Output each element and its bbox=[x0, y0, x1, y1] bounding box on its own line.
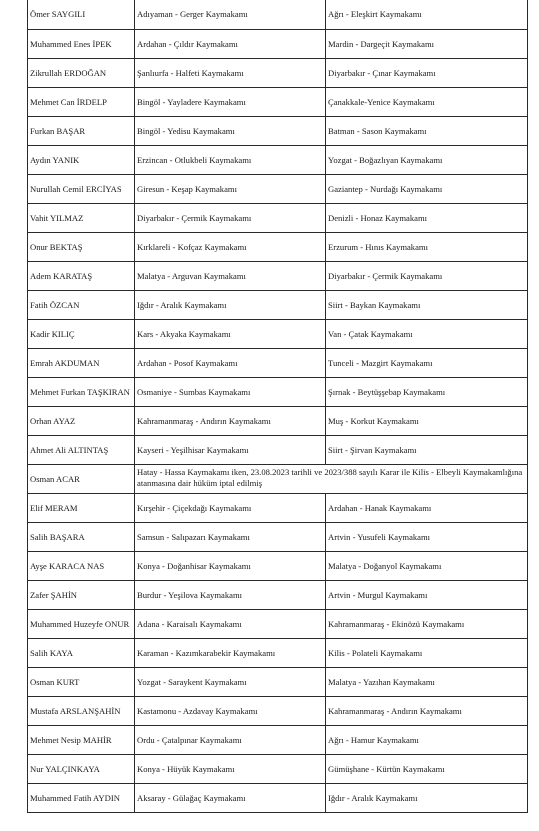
new-post-cell: Artvin - Yusufeli Kaymakamı bbox=[326, 522, 528, 551]
current-post-cell: Konya - Doğanhisar Kaymakamı bbox=[135, 551, 326, 580]
new-post-cell: Denizli - Honaz Kaymakamı bbox=[326, 203, 528, 232]
current-post-cell: Osmaniye - Sumbas Kaymakamı bbox=[135, 377, 326, 406]
person-name-cell: Mehmet Can İRDELP bbox=[28, 87, 135, 116]
table-row bbox=[28, 435, 528, 464]
current-post-cell: Yozgat - Saraykent Kaymakamı bbox=[135, 667, 326, 696]
new-post-cell: Van - Çatak Kaymakamı bbox=[326, 319, 528, 348]
person-name-cell: Nurullah Cemil ERCİYAS bbox=[28, 174, 135, 203]
current-post-cell: Diyarbakır - Çermik Kaymakamı bbox=[135, 203, 326, 232]
new-post-cell: Çanakkale-Yenice Kaymakamı bbox=[326, 87, 528, 116]
appointment-table-body bbox=[28, 0, 528, 812]
current-post-cell: Kayseri - Yeşilhisar Kaymakamı bbox=[135, 435, 326, 464]
current-post-cell: Kahramanmaraş - Andırın Kaymakamı bbox=[135, 406, 326, 435]
current-post-cell: Şanlıurfa - Halfeti Kaymakamı bbox=[135, 58, 326, 87]
new-post-cell: Ağrı - Hamur Kaymakamı bbox=[326, 725, 528, 754]
person-name-cell: Mehmet Nesip MAHİR bbox=[28, 725, 135, 754]
current-post-cell: Ordu - Çatalpınar Kaymakamı bbox=[135, 725, 326, 754]
table-row bbox=[28, 58, 528, 87]
new-post-cell: Kahramanmaraş - Ekinözü Kaymakamı bbox=[326, 609, 528, 638]
table-row bbox=[28, 174, 528, 203]
person-name-cell: Osman KURT bbox=[28, 667, 135, 696]
person-name-cell: Furkan BAŞAR bbox=[28, 116, 135, 145]
person-name-cell: Ömer SAYGILI bbox=[28, 0, 135, 29]
table-row bbox=[28, 406, 528, 435]
appointment-table bbox=[27, 0, 528, 813]
person-name-cell: Ayşe KARACA NAS bbox=[28, 551, 135, 580]
new-post-cell: Malatya - Doğanyol Kaymakamı bbox=[326, 551, 528, 580]
current-post-cell: Ardahan - Çıldır Kaymakamı bbox=[135, 29, 326, 58]
table-row bbox=[28, 116, 528, 145]
new-post-cell: Erzurum - Hınıs Kaymakamı bbox=[326, 232, 528, 261]
current-post-cell: Kırklareli - Kofçaz Kaymakamı bbox=[135, 232, 326, 261]
person-name-cell: Vahit YILMAZ bbox=[28, 203, 135, 232]
current-post-cell: Karaman - Kazımkarabekir Kaymakamı bbox=[135, 638, 326, 667]
current-post-cell: Kırşehir - Çiçekdağı Kaymakamı bbox=[135, 493, 326, 522]
table-row bbox=[28, 638, 528, 667]
current-post-cell: Konya - Hüyük Kaymakamı bbox=[135, 754, 326, 783]
person-name-cell: Onur BEKTAŞ bbox=[28, 232, 135, 261]
current-post-cell: Burdur - Yeşilova Kaymakamı bbox=[135, 580, 326, 609]
person-name-cell: Orhan AYAZ bbox=[28, 406, 135, 435]
person-name-cell: Aydın YANIK bbox=[28, 145, 135, 174]
current-post-cell: Adıyaman - Gerger Kaymakamı bbox=[135, 0, 326, 29]
table-row bbox=[28, 464, 528, 493]
current-post-cell: Malatya - Arguvan Kaymakamı bbox=[135, 261, 326, 290]
table-row bbox=[28, 87, 528, 116]
person-name-cell: Adem KARATAŞ bbox=[28, 261, 135, 290]
current-post-cell: Kars - Akyaka Kaymakamı bbox=[135, 319, 326, 348]
table-row bbox=[28, 783, 528, 812]
table-row bbox=[28, 319, 528, 348]
table-row bbox=[28, 667, 528, 696]
table-row bbox=[28, 580, 528, 609]
new-post-cell: Muş - Korkut Kaymakamı bbox=[326, 406, 528, 435]
new-post-cell: Malatya - Yazıhan Kaymakamı bbox=[326, 667, 528, 696]
person-name-cell: Fatih ÖZCAN bbox=[28, 290, 135, 319]
person-name-cell: Muhammed Huzeyfe ONUR bbox=[28, 609, 135, 638]
table-row bbox=[28, 522, 528, 551]
current-post-cell: Samsun - Salıpazarı Kaymakamı bbox=[135, 522, 326, 551]
person-name-cell: Zafer ŞAHİN bbox=[28, 580, 135, 609]
person-name-cell: Muhammed Fatih AYDIN bbox=[28, 783, 135, 812]
new-post-cell: Tunceli - Mazgirt Kaymakamı bbox=[326, 348, 528, 377]
appointment-table-page bbox=[27, 0, 528, 813]
person-name-cell: Osman ACAR bbox=[28, 464, 135, 493]
new-post-cell: Gaziantep - Nurdağı Kaymakamı bbox=[326, 174, 528, 203]
table-row bbox=[28, 493, 528, 522]
new-post-cell: Şırnak - Beytüşşebap Kaymakamı bbox=[326, 377, 528, 406]
person-name-cell: Nur YALÇINKAYA bbox=[28, 754, 135, 783]
new-post-cell: Diyarbakır - Çınar Kaymakamı bbox=[326, 58, 528, 87]
table-row bbox=[28, 29, 528, 58]
new-post-cell: Siirt - Baykan Kaymakamı bbox=[326, 290, 528, 319]
note-cell: Hatay - Hassa Kaymakamı iken, 23.08.2023 tarihli ve 2023/388 sayılı Karar ile Kilis - Elbeyli Kaymakamlığına atanmasına dair hüküm iptal edilmiş bbox=[135, 464, 528, 493]
table-row bbox=[28, 725, 528, 754]
current-post-cell: Ardahan - Posof Kaymakamı bbox=[135, 348, 326, 377]
table-row bbox=[28, 0, 528, 29]
current-post-cell: Kastamonu - Azdavay Kaymakamı bbox=[135, 696, 326, 725]
person-name-cell: Mustafa ARSLANŞAHİN bbox=[28, 696, 135, 725]
person-name-cell: Emrah AKDUMAN bbox=[28, 348, 135, 377]
new-post-cell: Batman - Sason Kaymakamı bbox=[326, 116, 528, 145]
person-name-cell: Ahmet Ali ALTINTAŞ bbox=[28, 435, 135, 464]
current-post-cell: Bingöl - Yedisu Kaymakamı bbox=[135, 116, 326, 145]
table-row bbox=[28, 609, 528, 638]
person-name-cell: Kadir KILIÇ bbox=[28, 319, 135, 348]
new-post-cell: Ağrı - Eleşkirt Kaymakamı bbox=[326, 0, 528, 29]
table-row bbox=[28, 232, 528, 261]
table-row bbox=[28, 261, 528, 290]
new-post-cell: Mardin - Dargeçit Kaymakamı bbox=[326, 29, 528, 58]
current-post-cell: Adana - Karaisalı Kaymakamı bbox=[135, 609, 326, 638]
current-post-cell: Iğdır - Aralık Kaymakamı bbox=[135, 290, 326, 319]
new-post-cell: Diyarbakır - Çermik Kaymakamı bbox=[326, 261, 528, 290]
new-post-cell: Gümüşhane - Kürtün Kaymakamı bbox=[326, 754, 528, 783]
new-post-cell: Artvin - Murgul Kaymakamı bbox=[326, 580, 528, 609]
table-row bbox=[28, 696, 528, 725]
person-name-cell: Elif MERAM bbox=[28, 493, 135, 522]
person-name-cell: Mehmet Furkan TAŞKIRAN bbox=[28, 377, 135, 406]
person-name-cell: Zikrullah ERDOĞAN bbox=[28, 58, 135, 87]
current-post-cell: Giresun - Keşap Kaymakamı bbox=[135, 174, 326, 203]
person-name-cell: Salih BAŞARA bbox=[28, 522, 135, 551]
new-post-cell: Siirt - Şirvan Kaymakamı bbox=[326, 435, 528, 464]
table-row bbox=[28, 377, 528, 406]
table-row bbox=[28, 348, 528, 377]
new-post-cell: Kilis - Polateli Kaymakamı bbox=[326, 638, 528, 667]
new-post-cell: Ardahan - Hanak Kaymakamı bbox=[326, 493, 528, 522]
table-row bbox=[28, 551, 528, 580]
table-row bbox=[28, 203, 528, 232]
current-post-cell: Erzincan - Otlukbeli Kaymakamı bbox=[135, 145, 326, 174]
new-post-cell: Iğdır - Aralık Kaymakamı bbox=[326, 783, 528, 812]
table-row bbox=[28, 754, 528, 783]
current-post-cell: Bingöl - Yayladere Kaymakamı bbox=[135, 87, 326, 116]
table-row bbox=[28, 145, 528, 174]
new-post-cell: Kahramanmaraş - Andırın Kaymakamı bbox=[326, 696, 528, 725]
table-row bbox=[28, 290, 528, 319]
person-name-cell: Salih KAYA bbox=[28, 638, 135, 667]
person-name-cell: Muhammed Enes İPEK bbox=[28, 29, 135, 58]
current-post-cell: Aksaray - Gülağaç Kaymakamı bbox=[135, 783, 326, 812]
new-post-cell: Yozgat - Boğazlıyan Kaymakamı bbox=[326, 145, 528, 174]
